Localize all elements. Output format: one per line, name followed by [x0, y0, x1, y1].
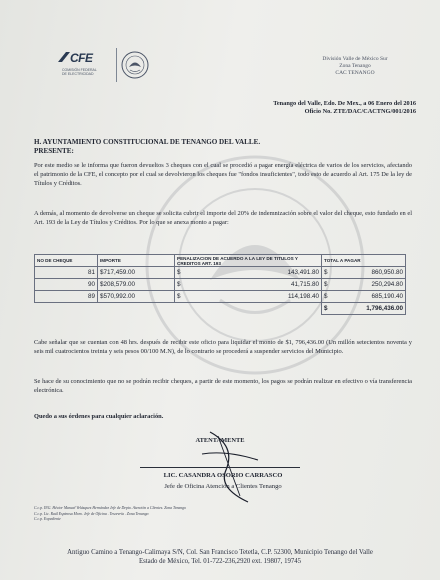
currency-sign: $	[324, 293, 328, 300]
signer-name: LIC. CASANDRA OSORIO CARRASCO	[163, 472, 283, 479]
check-number: 81	[35, 267, 98, 279]
paragraph-payment-methods: Se hace de su conocimiento que no se podrán recibir cheques, a partir de este momento, los pagos se podrán realizar en efectivo o vía transferencia electrónica.	[34, 378, 412, 394]
handwritten-signature-icon	[196, 426, 266, 506]
check-amount: $570,992.00	[98, 291, 175, 303]
total-cell	[322, 291, 406, 303]
total-amount: 860,950.80	[371, 269, 403, 276]
logo-subtitle-line1: COMISIÓN FEDERAL	[62, 68, 97, 72]
ccp-line: C.c.p. Expediente	[34, 517, 61, 521]
currency-sign: $	[177, 281, 181, 288]
addressee	[34, 138, 260, 156]
header-amount: IMPORTE	[98, 255, 175, 267]
cfe-logo-subtitle	[62, 68, 108, 76]
footer-line2: Estado de México, Tel. 01-722-236,2920 ext. 19807, 19745	[138, 558, 302, 565]
total-cell	[322, 279, 406, 291]
cfe-logo	[56, 50, 108, 88]
national-seal-icon	[120, 50, 150, 80]
table-total-row	[35, 303, 406, 315]
carbon-copy-list	[34, 506, 186, 523]
attentive-text: ATENTAMENTE	[195, 437, 245, 444]
empty-cell	[35, 303, 98, 315]
empty-cell	[175, 303, 322, 315]
grand-total-cell	[322, 303, 406, 315]
paragraph-indemnity: A demás, al momento de devolverse un cheque se solicita cubrir el importe del 20% de indemnización sobre el valor del cheque, esto fundado en el Art. 193 de la Ley de Títulos y Créditos. Por lo que se anexa monto a pagar:	[34, 210, 412, 226]
currency-sign: $	[177, 293, 181, 300]
penalty-amount: 143,491.80	[287, 269, 319, 276]
check-amount: $717,459.00	[98, 267, 175, 279]
addressee-salutation: PRESENTE:	[34, 147, 74, 155]
ccp-line: C.c.p. Lic. Raúl Espinosa Moro. Jefe de Oficina . Tesorería . Zona Tenango	[34, 511, 149, 516]
checks-table	[34, 254, 406, 315]
penalty-amount: 114,198.40	[287, 293, 319, 300]
currency-sign: $	[324, 281, 328, 288]
reference-number: Oficio No. ZTE/DAC/CACTNG/001/2016	[304, 108, 416, 115]
total-cell	[322, 267, 406, 279]
header-penalty: PENALIZACION DE ACUERDO A LA LEY DE TITULOS Y CREDITOS ART. 193	[175, 255, 322, 267]
place-date: Tenango del Valle, Edo. De Mex., a 06 Enero del 2016	[273, 100, 416, 107]
cfe-logo-text: CFE	[70, 51, 93, 65]
header-total: TOTAL A PAGAR	[322, 255, 406, 267]
currency-sign: $	[177, 269, 181, 276]
penalty-cell	[175, 267, 322, 279]
signer-title: Jefe de Oficina Atención a Clientes Tenango	[164, 483, 282, 490]
table-row	[35, 291, 406, 303]
division-name: División Valle de México Sur	[322, 56, 388, 62]
addressee-name: H. AYUNTAMIENTO CONSTITUCIONAL DE TENANGO DEL VALLE.	[34, 138, 261, 146]
currency-sign: $	[324, 269, 328, 276]
table-row	[35, 267, 406, 279]
office-name: CAC TENANGO	[335, 70, 375, 76]
footer-line1: Antiguo Camino a Tenango-Calimaya S/N, Col. San Francisco Tetetla, C.P. 52300, Municipio Tenango del Valle	[67, 549, 373, 556]
table-header-row	[35, 255, 406, 267]
paragraph-deadline: Cabe señalar que se cuentan con 48 hrs. después de recibir este oficio para liquidar el monto de $1, 796,436.00 (Un millón setecientos noventa y seis mil cuatrocientos treinta y seis pesos 00/100 M.N), de lo contrario se procederá a suspender servicios del Municipio.	[34, 339, 412, 355]
empty-cell	[98, 303, 175, 315]
grand-total: 1,796,436.00	[366, 305, 403, 312]
check-number: 90	[35, 279, 98, 291]
total-amount: 250,294.80	[371, 281, 403, 288]
date-block	[196, 100, 416, 116]
penalty-cell	[175, 279, 322, 291]
footer-address	[0, 548, 440, 566]
logo-subtitle-line2: DE ELECTRICIDAD	[62, 72, 94, 76]
check-amount: $208,579.00	[98, 279, 175, 291]
penalty-amount: 41,715.80	[290, 281, 319, 288]
paragraph-returned-checks: Por este medio se le informa que fueron devueltos 3 cheques con el cual se procedió a pagar energía eléctrica de varios de los servicios, afectando el patrimonio de la CFE, el concepto por el cual se devolvieron los cheques fue "fondos insuficientes", todo esto de acuerdo al Art. 175 De la ley de Títulos y Créditos.	[34, 162, 412, 187]
table-row	[35, 279, 406, 291]
closing-line: Quedo a sus órdenes para cualquier aclaración.	[34, 413, 164, 420]
ccp-line: C.c.p. ING. Héctor Manuel Velázquez Hernández Jefe de Depto. Atención a Clientes. Zona Tenango	[34, 506, 186, 510]
total-amount: 685,190.40	[371, 293, 403, 300]
penalty-cell	[175, 291, 322, 303]
header-check-number: NO DE CHEQUE	[35, 255, 98, 267]
signature-line	[140, 467, 300, 468]
division-block	[300, 56, 410, 77]
zone-name: Zona Tenango	[339, 63, 371, 69]
letterhead-divider	[116, 48, 117, 82]
check-number: 89	[35, 291, 98, 303]
currency-sign: $	[324, 305, 328, 312]
